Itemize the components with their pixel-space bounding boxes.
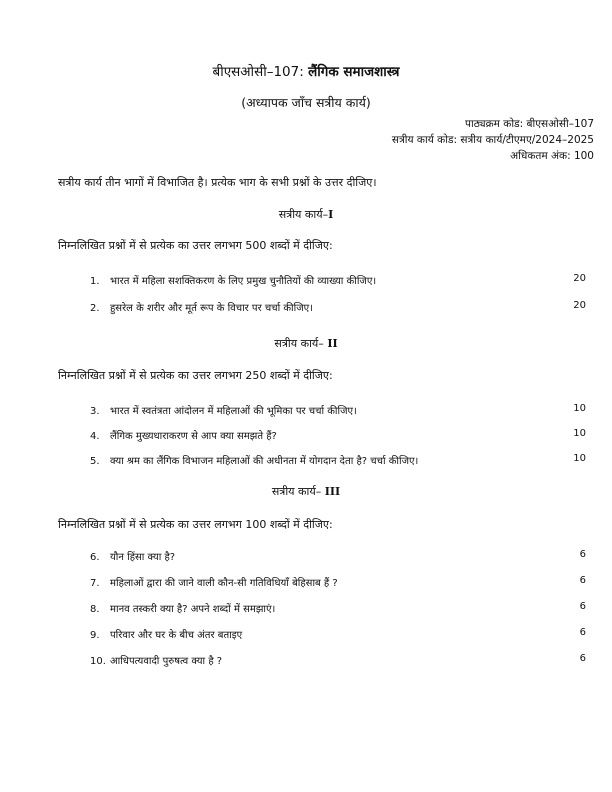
section-heading-roman: I bbox=[328, 208, 334, 221]
question-text: यौन हिंसा क्या है? bbox=[110, 552, 176, 563]
course-title: लैंगिक समाजशास्त्र bbox=[308, 64, 400, 80]
assignment-code: सत्रीय कार्य कोड: सत्रीय कार्य/टीएमए/2024–2025 bbox=[391, 134, 594, 146]
question-item bbox=[90, 627, 600, 641]
question-text: भारत में स्वतंत्रता आंदोलन में महिलाओं की भूमिका पर चर्चा कीजिए। bbox=[110, 406, 357, 417]
question-text: महिलाओं द्वारा की जाने वाली कौन-सी गतिविधियाँ बेहिसाब हैं ? bbox=[110, 578, 338, 589]
section-heading-label: सत्रीय कार्य– bbox=[274, 337, 328, 350]
course-code-prefix: बीएसओसी–107: bbox=[212, 64, 304, 80]
question-item bbox=[90, 601, 600, 615]
question-text: आधिपत्यवादी पुरुषत्व क्या है ? bbox=[110, 656, 223, 667]
section-instruction-2: निम्नलिखित प्रश्नों में से प्रत्येक का उत्तर लगभग 250 शब्दों में दीजिए: bbox=[58, 369, 333, 382]
question-number: 8. bbox=[90, 604, 100, 615]
question-marks: 20 bbox=[573, 300, 586, 311]
section-heading-3 bbox=[0, 484, 612, 499]
question-number: 3. bbox=[90, 406, 100, 417]
course-meta bbox=[392, 116, 594, 164]
question-item bbox=[90, 300, 600, 314]
question-text: परिवार और घर के बीच अंतर बताइए bbox=[110, 630, 243, 641]
section-instruction-1: निम्नलिखित प्रश्नों में से प्रत्येक का उत्तर लगभग 500 शब्दों में दीजिए: bbox=[58, 239, 333, 252]
question-marks: 10 bbox=[573, 403, 586, 414]
question-item bbox=[90, 575, 600, 589]
section-instruction-3: निम्नलिखित प्रश्नों में से प्रत्येक का उत्तर लगभग 100 शब्दों में दीजिए: bbox=[58, 518, 333, 531]
question-number: 7. bbox=[90, 578, 100, 589]
question-marks: 20 bbox=[573, 273, 586, 284]
section-heading-label: सत्रीय कार्य– bbox=[278, 208, 329, 221]
question-text: हुसरेल के शरीर और मूर्त रूप के विचार पर चर्चा कीजिए। bbox=[110, 303, 313, 314]
question-marks: 6 bbox=[579, 601, 586, 612]
section-heading-1 bbox=[0, 207, 612, 222]
question-number: 1. bbox=[90, 276, 100, 287]
course-code: पाठ्यक्रम कोड: बीएसओसी–107 bbox=[465, 118, 594, 130]
question-text: मानव तस्करी क्या है? अपने शब्दों में समझाएं। bbox=[110, 604, 276, 615]
question-marks: 6 bbox=[579, 627, 586, 638]
question-text: भारत में महिला सशक्तिकरण के लिए प्रमुख चुनौतियों की व्याख्या कीजिए। bbox=[110, 276, 377, 287]
question-marks: 6 bbox=[579, 549, 586, 560]
question-text: क्या श्रम का लैंगिक विभाजन महिलाओं की अधीनता में योगदान देता है? चर्चा कीजिए। bbox=[110, 456, 419, 467]
section-heading-2 bbox=[0, 336, 612, 351]
question-number: 9. bbox=[90, 630, 100, 641]
section-heading-label: सत्रीय कार्य– bbox=[271, 485, 325, 498]
page-subtitle: (अध्यापक जाँच सत्रीय कार्य) bbox=[241, 95, 371, 110]
question-number: 2. bbox=[90, 303, 100, 314]
page-title bbox=[0, 62, 612, 80]
question-marks: 6 bbox=[579, 575, 586, 586]
question-item bbox=[90, 273, 600, 287]
question-number: 5. bbox=[90, 456, 100, 467]
section-heading-roman: II bbox=[327, 337, 338, 350]
max-marks: अधिकतम अंक: 100 bbox=[510, 150, 594, 162]
question-marks: 10 bbox=[573, 428, 586, 439]
question-item bbox=[90, 403, 600, 417]
question-item bbox=[90, 549, 600, 563]
question-item bbox=[90, 453, 600, 467]
section-heading-roman: III bbox=[324, 485, 341, 498]
question-number: 10. bbox=[90, 656, 106, 667]
question-text: लैंगिक मुख्यधाराकरण से आप क्या समझते हैं? bbox=[110, 431, 277, 442]
question-number: 6. bbox=[90, 552, 100, 563]
question-marks: 10 bbox=[573, 453, 586, 464]
intro-text: सत्रीय कार्य तीन भागों में विभाजित है। प्रत्येक भाग के सभी प्रश्नों के उत्तर दीजिए। bbox=[58, 176, 377, 189]
question-item bbox=[90, 428, 600, 442]
question-number: 4. bbox=[90, 431, 100, 442]
question-marks: 6 bbox=[579, 653, 586, 664]
question-item bbox=[90, 653, 600, 667]
